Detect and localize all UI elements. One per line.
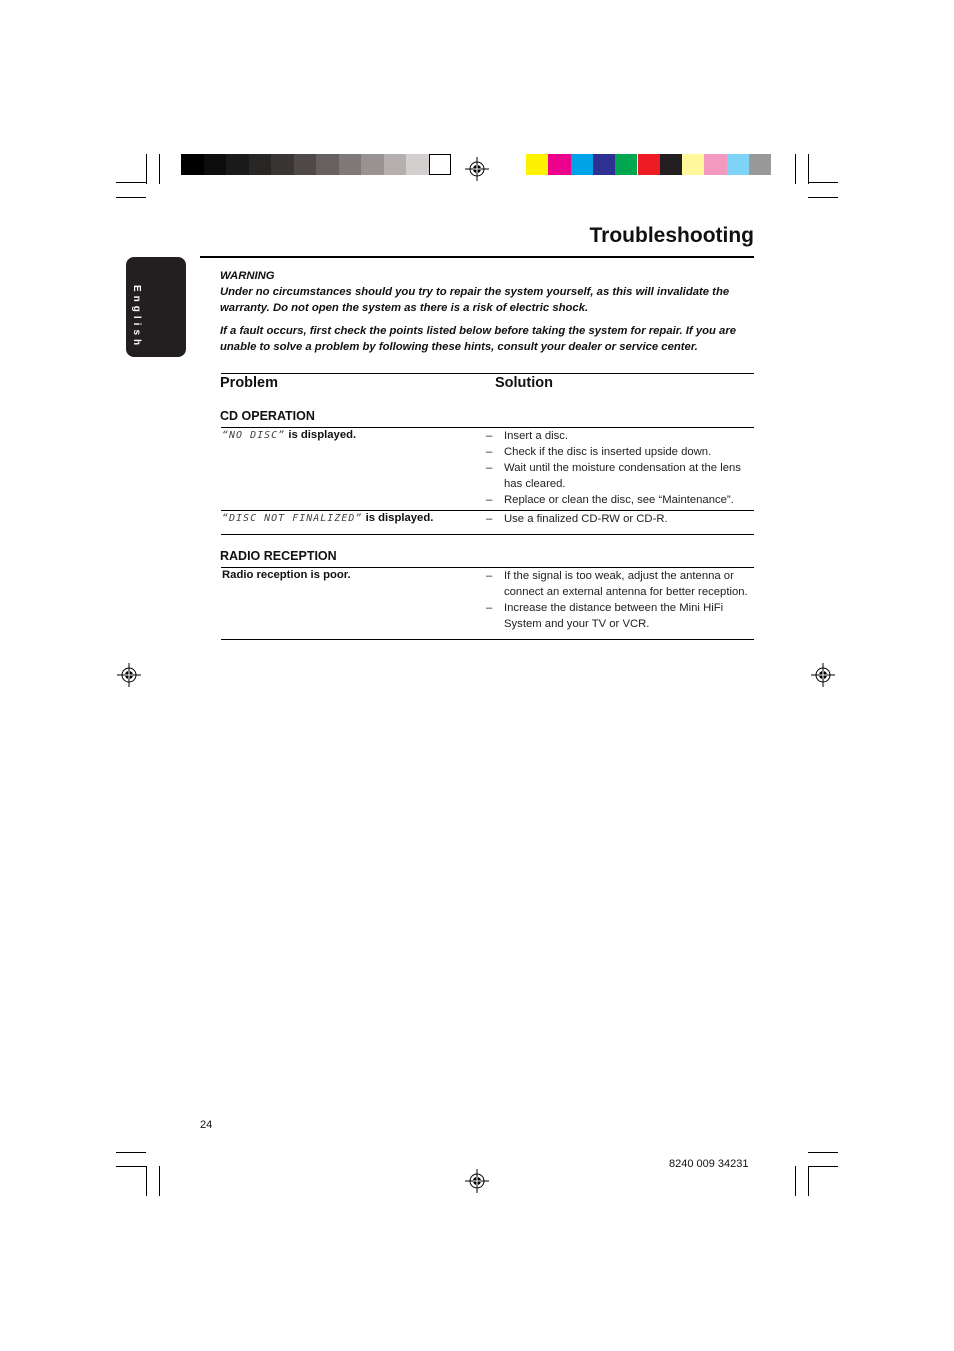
color-swatch [749, 154, 771, 175]
registration-target-icon [117, 663, 141, 687]
solution-text: Replace or clean the disc, see “Maintenance”. [504, 494, 734, 506]
crop-mark [795, 1166, 796, 1196]
section-title: CD OPERATION [220, 409, 315, 423]
problem-label: is displayed. [365, 512, 434, 524]
problem-label: is displayed. [288, 429, 357, 441]
crop-mark [808, 182, 838, 183]
problem-text [222, 429, 356, 441]
dash: – [486, 462, 493, 474]
color-swatch [294, 154, 317, 175]
crop-mark [116, 197, 146, 198]
solution-text: Check if the disc is inserted upside down. [504, 446, 712, 458]
solution-item [486, 600, 758, 632]
dash: – [486, 446, 493, 458]
solution-list [486, 511, 758, 527]
color-swatch [548, 154, 570, 175]
crop-mark [808, 154, 809, 184]
dash: – [486, 602, 493, 614]
registration-target-icon [465, 157, 489, 181]
crop-mark [146, 154, 147, 184]
registration-target-icon [811, 663, 835, 687]
solution-item [486, 568, 758, 600]
table-top-rule [221, 373, 754, 374]
solution-text: Wait until the moisture condensation at the lens has cleared. [504, 462, 741, 490]
warning-text: Under no circumstances should you try to repair the system yourself, as this will invalidate the warranty. Do not open the system as there is a risk of electric shock. [220, 286, 730, 314]
dash: – [486, 513, 493, 525]
solution-item [486, 460, 758, 492]
solution-text: Insert a disc. [504, 430, 569, 442]
color-swatch [660, 154, 682, 175]
solution-list [486, 428, 758, 508]
solution-item [486, 492, 758, 508]
display-message: “NO DISC” [222, 430, 286, 441]
color-swatch [429, 154, 452, 175]
color-swatch [638, 154, 660, 175]
page-number: 24 [200, 1119, 213, 1131]
warning-heading: WARNING [220, 270, 275, 282]
solution-list [486, 568, 758, 632]
color-swatch [615, 154, 637, 175]
warning-advice: If a fault occurs, first check the points listed below before taking the system for repair. If you are unable to solve a problem by following these hints, consult your dealer or service center. [220, 325, 737, 353]
table-bottom-rule [221, 639, 754, 640]
crop-mark [116, 1152, 146, 1153]
solution-item [486, 511, 758, 527]
problem-text [222, 512, 433, 524]
color-swatch [249, 154, 272, 175]
page-title: Troubleshooting [589, 224, 754, 247]
crop-mark [159, 154, 160, 184]
solution-text: Use a finalized CD-RW or CD-R. [504, 513, 668, 525]
solution-item [486, 428, 758, 444]
color-swatch [682, 154, 704, 175]
document-code: 8240 009 34231 [669, 1158, 749, 1170]
color-swatch [571, 154, 593, 175]
crop-mark [116, 1166, 146, 1167]
problem-column-header: Problem [220, 375, 279, 391]
title-divider [200, 256, 754, 258]
crop-mark [146, 1166, 147, 1196]
dash: – [486, 494, 493, 506]
registration-target-icon [465, 1169, 489, 1193]
problem-text: Radio reception is poor. [222, 569, 351, 581]
color-swatch [406, 154, 429, 175]
color-swatch [204, 154, 227, 175]
color-swatch [271, 154, 294, 175]
display-message: “DISC NOT FINALIZED” [222, 513, 363, 524]
solution-column-header: Solution [495, 375, 553, 391]
color-swatch [384, 154, 407, 175]
crop-mark [808, 1166, 809, 1196]
color-swatch [361, 154, 384, 175]
color-swatch [316, 154, 339, 175]
color-swatch [181, 154, 204, 175]
dash: – [486, 570, 493, 582]
color-swatch [226, 154, 249, 175]
section-title: RADIO RECEPTION [220, 549, 337, 563]
color-swatch [727, 154, 749, 175]
color-swatch [339, 154, 362, 175]
crop-mark [116, 182, 146, 183]
language-tab-label: English [131, 285, 142, 350]
crop-mark [808, 1152, 838, 1153]
crop-mark [808, 197, 838, 198]
row-rule [221, 534, 754, 535]
crop-mark [795, 154, 796, 184]
color-swatch [526, 154, 548, 175]
dash: – [486, 430, 493, 442]
color-swatch [593, 154, 615, 175]
crop-mark [808, 1166, 838, 1167]
solution-item [486, 444, 758, 460]
solution-text: Increase the distance between the Mini HiFi System and your TV or VCR. [504, 602, 724, 630]
solution-text: If the signal is too weak, adjust the antenna or connect an external antenna for better reception. [504, 570, 748, 598]
color-swatch [704, 154, 726, 175]
crop-mark [159, 1166, 160, 1196]
